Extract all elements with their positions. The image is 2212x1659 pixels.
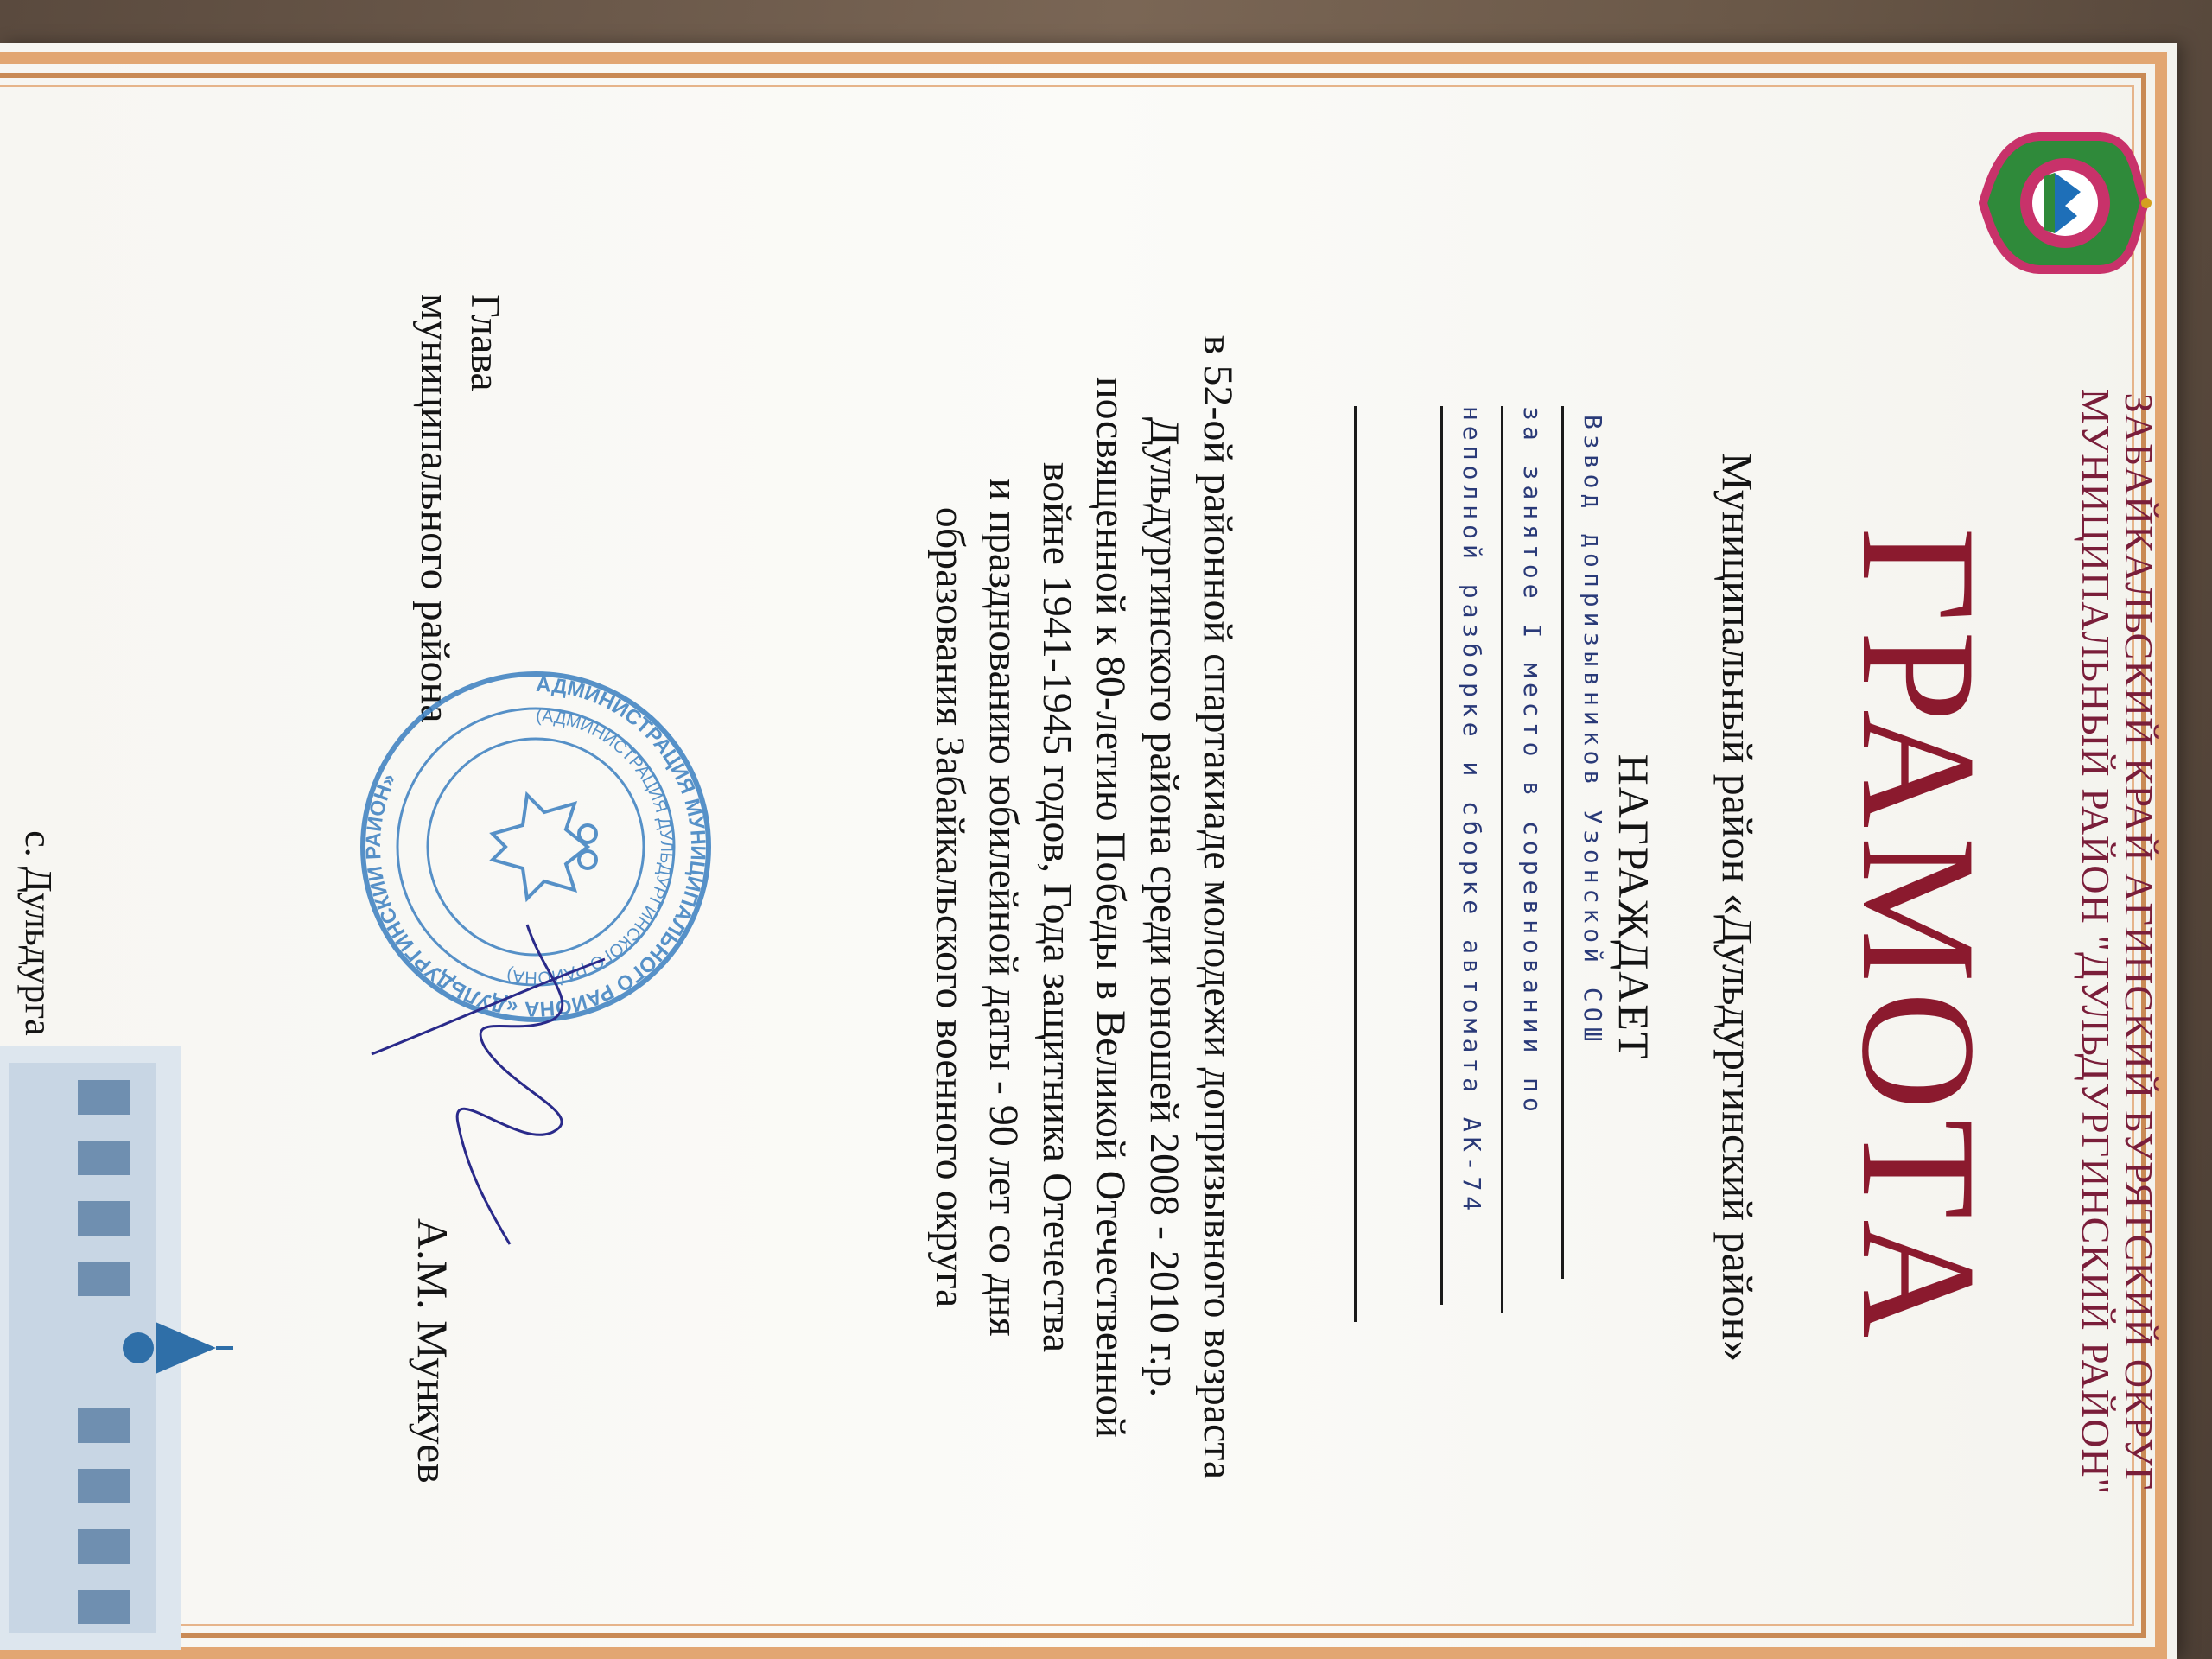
award-reason — [923, 302, 1244, 1512]
handwritten-line-1: Взвод допризывников Узонской СОШ — [1579, 415, 1607, 1047]
handwritten-line-3: неполной разборке и сборке автомата АК-74 — [1458, 406, 1486, 1217]
administration-building-image — [0, 1046, 233, 1650]
fill-line-3 — [1440, 406, 1443, 1305]
header-line-1: ЗАБАЙКАЛЬСКИЙ КРАЙ АГИНСКИЙ БУРЯТСКИЙ ОКРУГ — [2117, 392, 2161, 1491]
district-emblem-icon — [1979, 130, 2152, 276]
body-line-2: Дульдургинского района среди юношей 2008 - 2010 г.р. — [1141, 416, 1187, 1398]
fill-line-1 — [1561, 406, 1564, 1279]
body-line-3: посвященной к 80-летию Победы в Великой Отечественной — [1088, 376, 1134, 1439]
header-region — [2074, 337, 2160, 1547]
place-of-issue: с. Дульдурга — [17, 830, 60, 1036]
certificate-sheet — [0, 43, 2177, 1659]
signatory-title — [410, 294, 510, 723]
certificate-content — [0, 43, 2177, 1659]
body-line-1: в 52-ой районной спартакиаде молодежи допризывного возраста — [1195, 334, 1241, 1480]
header-line-2: МУНИЦИПАЛЬНЫЙ РАЙОН "ДУЛЬДУРГИНСКИЙ РАЙОН" — [2074, 388, 2118, 1496]
awards-heading: НАГРАЖДАЕТ — [1610, 753, 1658, 1061]
stamp-inner-text: (АДМИНИСТРАЦИЯ ДУЛЬДУРГИНСКОГО РАЙОНА) — [505, 706, 677, 988]
signatory-name: А.М. Мункуев — [409, 1218, 457, 1484]
eagle-emblem-icon — [493, 795, 596, 899]
body-line-5: и празднованию юбилейной даты - 90 лет со дня — [981, 478, 1027, 1337]
certificate-title: ГРАМОТА — [1827, 527, 2009, 1347]
signatory-title-line-1: Глава — [462, 294, 508, 391]
handwritten-line-2: за занятое I место в соревновании по — [1518, 406, 1547, 1117]
fill-line-2 — [1501, 406, 1503, 1313]
handwritten-signature — [346, 907, 657, 1253]
signatory-title-line-2: муниципального района — [412, 294, 458, 723]
issuer-name: Муниципальный район «Дульдургинский район» — [1713, 452, 1762, 1363]
body-line-4: войне 1941-1945 годов, Года защитника Отечества — [1034, 461, 1080, 1353]
fill-line-4 — [1354, 406, 1357, 1322]
body-line-6: образования Забайкальского военного округа — [927, 506, 973, 1308]
stamp-outer-text: АДМИНИСТРАЦИЯ МУНИЦИПАЛЬНОГО РАЙОНА «ДУЛЬДУРГИНСКИЙ РАЙОН» — [361, 672, 710, 1021]
